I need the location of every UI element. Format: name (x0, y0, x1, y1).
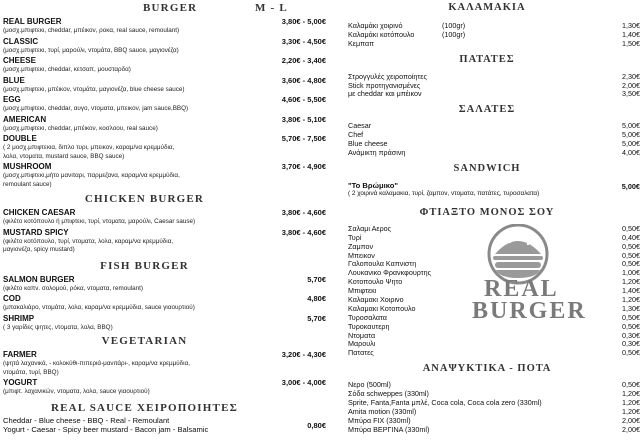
menu-item-description: (μοσχ.μπιφτεκι, cheddar, μπέικον, κοσλοου, real sauce) (3, 124, 158, 132)
chicken-section-title: CHICKEN BURGER (84, 193, 205, 205)
vegetarian-list (3, 349, 326, 397)
menu-item-name: Καλαμάκι κοτόπουλο (348, 29, 415, 39)
menu-item-price: 1,30€ (622, 21, 640, 30)
fish-section-title: FISH BURGER (100, 259, 189, 272)
menu-item-price: 2,00€ (622, 415, 640, 425)
menu-item-header (3, 161, 326, 172)
menu-item-header (3, 94, 326, 105)
menu-item-name: COD (3, 294, 21, 303)
burger-section-title: BURGER (143, 2, 198, 14)
menu-item-header (3, 133, 326, 144)
menu-item-price: 3,80€ - 5,10€ (281, 114, 326, 124)
menu-item-price: 5,00€ (622, 121, 640, 131)
menu-item-price: 1,30€ (622, 303, 640, 313)
menu-item-header (3, 293, 326, 304)
menu-item-portion: (100gr) (442, 21, 466, 30)
menu-item (3, 55, 326, 75)
menu-item-description: (μπακαλιάρο, ντομάτα, λολα, καραμ/να κρεμμύδια, sauce γιαουρτιού) (3, 304, 195, 311)
menu-item-name: Καλαμακι Χοιρινο (348, 295, 404, 305)
menu-item-name: Τυρί (348, 232, 362, 242)
menu-item-name: Σόδα schweppes (330ml) (348, 389, 429, 399)
menu-item-price: 5,00€ (622, 130, 640, 140)
menu-item-price: 3,60€ - 4,80€ (281, 75, 326, 85)
vegetarian-section-title: VEGETARIAN (101, 335, 188, 347)
menu-item-name: με cheddar και μπέικον (348, 89, 422, 99)
sandwich-description: ( 2 χοιρινά καλαμακια, τυρί, ζαμπον, ντοματα, πατάτες, τυροσαλατα) (348, 189, 540, 197)
menu-item-name: DOUBLE (3, 134, 37, 143)
menu-item-name: Μαρουλι (348, 339, 376, 349)
left-menu-column (0, 0, 326, 436)
menu-item-price: 0,50€ (622, 312, 640, 322)
menu-item-price: 0,50€ (622, 223, 640, 233)
menu-item-name: Μπιφτεκι (348, 286, 377, 296)
menu-item (3, 133, 326, 161)
menu-item-price: 4,00€ (622, 148, 640, 158)
menu-item-price: 5,70€ - 7,50€ (281, 134, 326, 143)
menu-item-price: 5,70€ (307, 274, 326, 284)
menu-item-price: 1,20€ (622, 295, 640, 305)
menu-item-name: Ντοματα (348, 330, 376, 340)
menu-item-price: 3,00€ - 4,00€ (281, 378, 326, 387)
menu-item-name: Πατατες (348, 348, 374, 358)
menu-item (334, 349, 640, 358)
menu-item-price: 3,80€ - 5,00€ (281, 17, 326, 26)
menu-item-header (3, 377, 326, 388)
menu-item-name: Ανάμικτη πράσινη (348, 148, 406, 158)
menu-item-name: Chef (348, 130, 364, 140)
menu-item-price: 3,20€ - 4,30€ (281, 350, 326, 359)
menu-item-price: 0,30€ (622, 330, 640, 340)
menu-item-price: 0,50€ (622, 348, 640, 358)
menu-item (3, 207, 326, 227)
salates-section-title: ΣΑΛΑΤΕΣ (458, 104, 516, 116)
menu-item-name: Νερο (500ml) (348, 380, 391, 390)
menu-item-name: Σαλαμι Αερος (348, 223, 392, 233)
salates-list (334, 122, 640, 158)
kalamakia-section-title: ΚΑΛΑΜΑΚΙΑ (448, 2, 526, 13)
drinks-section-title: ΑΝΑΨΥΚΤΙΚΑ - ΠΟΤΑ (422, 363, 552, 375)
menu-item-price: 0,40€ (622, 232, 640, 242)
menu-item-price: 1,40€ (622, 286, 640, 296)
menu-item-description: (μοσχ.μπιφτεκι, cheddar, κετσαπ, μουσταρδα) (3, 66, 131, 73)
menu-item-name: Sprite, Fanta,Fanta μπλέ, Coca cola, Coca cola zero (330ml) (348, 398, 542, 408)
fish-list (3, 274, 326, 333)
menu-item-name: Τυροσαλατα (348, 312, 387, 322)
menu-item-price: 3,80€ - 4,60€ (281, 227, 326, 237)
menu-item-price: 2,30€ (622, 71, 640, 81)
menu-item-name: Ζαμπον (348, 241, 374, 251)
menu-item-price: 1,20€ (622, 406, 640, 416)
burger-section-header (3, 2, 326, 16)
menu-item-name: EGG (3, 95, 21, 104)
menu-item (334, 340, 640, 349)
menu-item-price: 5,70€ (307, 313, 326, 323)
menu-item-name: Caesar (348, 121, 372, 131)
menu-item-header (3, 274, 326, 285)
menu-item (3, 16, 326, 36)
menu-item (3, 274, 326, 294)
menu-item-name: CHICKEN CAESAR (3, 208, 76, 217)
chicken-list (3, 207, 326, 255)
menu-item-name: YOGURT (3, 378, 38, 387)
menu-item-price: 1,40€ (622, 29, 640, 39)
menu-item-description: (μοσχ.μπιφτεκι, cheddar, αυγο, ντοματα, μπεικον, jam sauce,BBQ) (3, 105, 189, 112)
menu-item-name: Μπύρα FIX (330ml) (348, 415, 411, 425)
menu-item (3, 293, 326, 313)
menu-item-name: Κεμπαπ (348, 38, 375, 48)
menu-item (334, 426, 640, 435)
menu-item-description: (μοσχ.μπιφτεκι,μήτο μανιταρι, παρμεζανα, καραμ/να κρεμμύδια, (3, 172, 180, 179)
menu-item-name: SALMON BURGER (3, 274, 75, 284)
menu-item-price: 1,20€ (622, 398, 640, 408)
menu-item-description: (μοσχ.μπιφτεκι, cheddar, μπέικον, ροκα, real sauce, remoulant) (3, 27, 180, 34)
menu-item-price: 2,00€ (622, 80, 640, 90)
menu-item-price: 2,00€ (622, 424, 640, 434)
menu-item-header (3, 55, 326, 66)
menu-item-description: (φιλέτο κοτόπουλο ή μπιφτεκι, τυρί, ντοματα, μαρούλι, Caesar sause) (3, 218, 196, 225)
menu-item-name: CLASSIC (3, 36, 39, 46)
menu-item-portion: (100gr) (442, 29, 466, 39)
menu-item-name: Στρογγυλές χειροποίητες (348, 71, 427, 81)
burger-list (3, 16, 326, 189)
menu-item (3, 36, 326, 56)
sauce-price: 0,80€ (307, 420, 326, 430)
sauce-line-1: Cheddar - Blue cheese - BBQ - Real - Remoulant (3, 415, 170, 425)
menu-item-name: Τυροκαυτερη (348, 321, 390, 331)
menu-item-name: AMERICAN (3, 114, 47, 124)
menu-item-name: Καλαμακι Κοτοπουλο (348, 303, 416, 313)
menu-item-name: SHRIMP (3, 313, 35, 323)
menu-item-description: (ψητά λαχανικά, - κολοκύθι-πιπεριά-μανιτάρι-, καραμ/να κρεμμύδια, (3, 360, 190, 367)
menu-item (334, 40, 640, 49)
menu-item (334, 122, 640, 131)
sauce-line-2: Yogurt - Caesar - Spicy beer mustard - Bacon jam - Balsamic (3, 425, 209, 434)
menu-item-name: Γαλοπουλα Καπνιστη (348, 259, 417, 269)
menu-item-name: Stick προτηγανισμένες (348, 80, 421, 90)
menu-item-price: 1,20€ (622, 277, 640, 287)
menu-item (334, 149, 640, 158)
sandwich-price: 5,00€ (621, 181, 640, 191)
menu-item-price: 0,30€ (622, 339, 640, 349)
menu-item-description: ( 2 μοσχ.μπιφτεκια, διπλο τυρι, μπεικον, καραμ/να κρεμμύδια, (3, 144, 175, 151)
menu-item-name: FARMER (3, 350, 37, 359)
menu-item-header (3, 36, 326, 47)
kalamakia-list (334, 22, 640, 49)
menu-item-name: MUSHROOM (3, 162, 52, 171)
menu-item-name: MUSTARD SPICY (3, 227, 69, 237)
ftiaxto-section-title: ΦΤΙΑΞΤΟ ΜΟΝΟΣ ΣΟΥ (419, 206, 555, 218)
drinks-list (334, 381, 640, 434)
menu-item-price: 4,80€ (307, 294, 326, 303)
sandwich-item (334, 181, 640, 201)
menu-item-description: (φιλέτο κοτόπουλο, τυρί, ντοματα, λολα, καραμ/να κρεμμύδια, (3, 237, 174, 245)
menu-item-price: 0,50€ (622, 321, 640, 331)
menu-item-name: REAL BURGER (3, 17, 62, 26)
menu-item-price: 3,80€ - 4,60€ (281, 208, 326, 217)
menu-item-price: 3,50€ (622, 89, 640, 99)
sauce-section-title: REAL SAUCE ΧΕΙΡΟΠΟΙΗΤΕΣ (51, 401, 238, 414)
menu-item (334, 31, 640, 40)
menu-item-header (3, 227, 326, 238)
menu-item-name: Amita motion (330ml) (348, 406, 417, 416)
menu-item (3, 349, 326, 377)
menu-item-price: 0,50€ (622, 250, 640, 260)
patates-list (334, 73, 640, 100)
menu-item-description: remoulant sauce) (3, 180, 52, 188)
menu-item-price: 1,00€ (622, 268, 640, 278)
menu-item-header (3, 114, 326, 125)
menu-item-price: 0,50€ (622, 380, 640, 390)
menu-item-price: 0,50€ (622, 259, 640, 269)
menu-item-description: (φιλέτο καπν. σολομού, ρόκα, ντοματα, remoulant) (3, 284, 144, 292)
menu-item-price: 3,70€ - 4,90€ (281, 162, 326, 171)
menu-item-price: 2,20€ - 3,40€ (281, 56, 326, 65)
menu-item-price: 1,20€ (622, 389, 640, 399)
menu-item-header (3, 75, 326, 86)
sandwich-name: "Το Βρώμικο" (348, 180, 398, 190)
menu-item-name: Κοτοπουλο Ψητο (348, 277, 403, 287)
sandwich-section-title: SANDWICH (453, 162, 521, 174)
sauce-block (3, 416, 326, 436)
menu-item-name: BLUE (3, 75, 25, 85)
menu-item-description: λολα, ντοματα, mustard sauce, BBQ sauce) (3, 152, 125, 160)
menu-item-description: (μοσχ.μπιφτεκι, τυρί, μαρούλι, ντομάτα, BBQ sauce, μαγιονέζα) (3, 46, 179, 54)
menu-item-header (3, 207, 326, 218)
menu-item-price: 3,30€ - 4,50€ (281, 36, 326, 46)
menu-item-description: (μοσχ.μπιφτεκι, μπέικον, ντομάτα, μαγιονέζα, blue cheese sauce) (3, 85, 185, 93)
right-menu-column (334, 0, 640, 435)
burger-size-label: M - L (255, 2, 288, 14)
logo-text-burger: BURGER (472, 298, 587, 324)
menu-item-name: Μπύρα ΒΕΡΓΙΝΑ (330ml) (348, 424, 430, 434)
menu-item-price: 0,50€ (622, 241, 640, 251)
menu-item (3, 313, 326, 333)
menu-item (334, 90, 640, 99)
menu-item-description: ντομάτα, τυρί, BBQ) (3, 368, 59, 376)
menu-item-description: μαγιονέζα, spicy mustard) (3, 246, 75, 253)
menu-item-price: 1,50€ (622, 38, 640, 48)
menu-item (3, 161, 326, 189)
menu-item (3, 75, 326, 95)
menu-item-description: ( 3 γαρίδες ψητες, ντοματα, λολα, BBQ) (3, 323, 113, 331)
menu-item-name: Μπεικον (348, 250, 375, 260)
menu-item (3, 94, 326, 114)
menu-item (3, 227, 326, 255)
menu-item-price: 5,00€ (622, 139, 640, 149)
menu-item (3, 114, 326, 134)
patates-section-title: ΠΑΤΑΤΕΣ (459, 53, 515, 65)
menu-item (3, 377, 326, 397)
menu-item-description: (μπιφτ. λαχανικών, ντοματα, λολα, sauce γιαουρτιού) (3, 388, 150, 395)
menu-item-header (3, 313, 326, 324)
menu-item-header (3, 349, 326, 360)
menu-item-name: Καλαμάκι χοιρινό (348, 21, 403, 30)
menu-item-price: 4,60€ - 5,50€ (281, 95, 326, 104)
menu-item-name: Λουκανικο Φρανκφουρτης (348, 268, 432, 278)
logo-text-real: REAL (484, 276, 559, 302)
menu-item-header (3, 16, 326, 27)
menu-item-name: Blue cheese (348, 139, 388, 149)
menu-item-name: CHEESE (3, 56, 36, 65)
